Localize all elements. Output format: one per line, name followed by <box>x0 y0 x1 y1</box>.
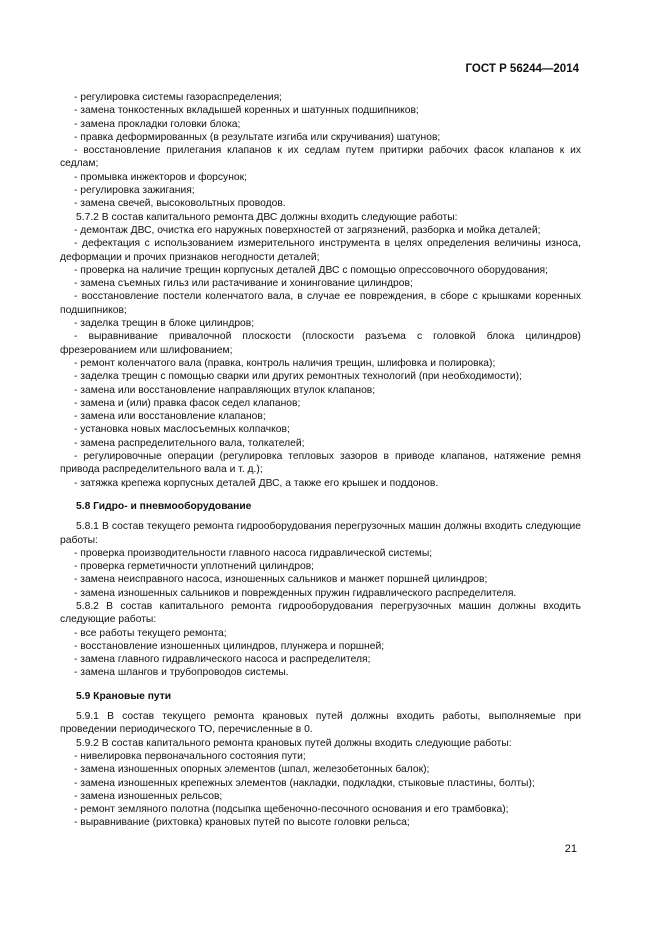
list-item: - регулировка системы газораспределения; <box>74 92 283 103</box>
list-item: - проверка герметичности уплотнений цилиндров; <box>74 561 315 573</box>
list-item: - замена главного гидравлического насоса и распределителя; <box>74 654 371 666</box>
page-body <box>60 91 581 830</box>
list-item: - выравнивание привалочной плоскости (плоскости разъема с головкой блока цилиндров) фрезерованием или шлифованием; <box>60 331 581 356</box>
list-item: - замена или восстановление клапанов; <box>74 411 266 423</box>
list-item: - проверка на наличие трещин корпусных деталей ДВС с помощью опрессовочного оборудования; <box>74 264 548 276</box>
list-item: - ремонт коленчатого вала (правка, контроль наличия трещин, шлифовка и полировка); <box>74 357 496 369</box>
list-item: - ремонт земляного полотна (подсыпка щебеночно-песочного основания и его трамбовка); <box>74 804 509 816</box>
list-item: - замена тонкостенных вкладышей коренных и шатунных подшипников; <box>74 105 419 117</box>
list-item: - восстановление постели коленчатого вала, в случае ее повреждения, в сборе с крышками коренных подшипников; <box>60 291 581 316</box>
section-heading: 5.9 Крановые пути <box>76 690 172 702</box>
list-item: - замена распределительного вала, толкателей; <box>74 437 305 449</box>
list-item: - регулировка зажигания; <box>74 185 195 197</box>
paragraph: 5.9.2 В состав капитального ремонта крановых путей должны входить следующие работы: <box>76 737 512 749</box>
list-item: - замена изношенных рельсов; <box>74 790 223 802</box>
list-item: - заделка трещин с помощью сварки или других ремонтных технологий (при необходимости); <box>74 371 522 383</box>
list-item: - замена и (или) правка фасок седел клапанов; <box>74 397 301 409</box>
list-item: - замена изношенных опорных элементов (шпал, железобетонных балок); <box>74 764 430 776</box>
list-item: - восстановление прилегания клапанов к их седлам путем притирки рабочих фасок клапанов к их седлам; <box>60 145 581 170</box>
list-item: - замена шлангов и трубопроводов системы. <box>74 667 289 679</box>
paragraph: 5.7.2 В состав капитального ремонта ДВС должны входить следующие работы: <box>76 211 458 223</box>
page-number: 21 <box>564 843 577 855</box>
paragraph: 5.8.2 В состав капитального ремонта гидрооборудования перегрузочных машин должны входить следующие работы: <box>60 600 581 626</box>
list-item: - замена изношенных сальников и поврежденных пружин гидравлического распределителя. <box>74 587 517 599</box>
paragraph: 5.9.1 В состав текущего ремонта крановых путей должны входить работы, выполняемые при проведении периодического ТО, перечисленные в 0. <box>60 711 581 736</box>
document-number: ГОСТ Р 56244—2014 <box>465 63 579 75</box>
list-item: - заделка трещин в блоке цилиндров; <box>74 318 255 330</box>
list-item: - замена неисправного насоса, изношенных сальников и манжет поршней цилиндров; <box>74 574 488 586</box>
list-item: - затяжка крепежа корпусных деталей ДВС, а также его крышек и поддонов. <box>74 477 439 489</box>
list-item: - установка новых маслосъемных колпачков; <box>74 424 290 436</box>
list-item: - все работы текущего ремонта; <box>74 627 227 639</box>
list-item: - нивелировка первоначального состояния пути; <box>74 750 306 762</box>
list-item: - демонтаж ДВС, очистка его наружных поверхностей от загрязнений, разборка и мойка деталей; <box>74 224 541 236</box>
list-item: - промывка инжекторов и форсунок; <box>74 171 247 183</box>
list-item: - проверка производительности главного насоса гидравлической системы; <box>74 547 433 559</box>
list-item: - правка деформированных (в результате изгиба или скручивания) шатунов; <box>74 131 441 143</box>
section-heading: 5.8 Гидро- и пневмооборудование <box>76 500 252 512</box>
list-item: - замена или восстановление направляющих втулок клапанов; <box>74 384 376 396</box>
list-item: - замена прокладки головки блока; <box>74 118 241 130</box>
list-item: - замена съемных гильз или растачивание и хонингование цилиндров; <box>74 278 413 290</box>
list-item: - дефектация с использованием измерительного инструмента в целях определения величины износа, деформации и прочих признаков негодности деталей; <box>60 238 581 263</box>
paragraph: 5.8.1 В состав текущего ремонта гидрооборудования перегрузочных машин должны входить следующие работы: <box>60 521 581 546</box>
list-item: - регулировочные операции (регулировка тепловых зазоров в приводе клапанов, натяжение ремня привода распределительного вала и т. д.); <box>60 451 581 476</box>
list-item: - выравнивание (рихтовка) крановых путей по высоте головки рельса; <box>74 817 410 829</box>
list-item: - замена изношенных крепежных элементов (накладки, подкладки, стыковые пластины, болты); <box>74 777 535 789</box>
list-item: - восстановление изношенных цилиндров, плунжера и поршней; <box>74 640 385 652</box>
list-item: - замена свечей, высоковольтных проводов. <box>74 198 286 210</box>
